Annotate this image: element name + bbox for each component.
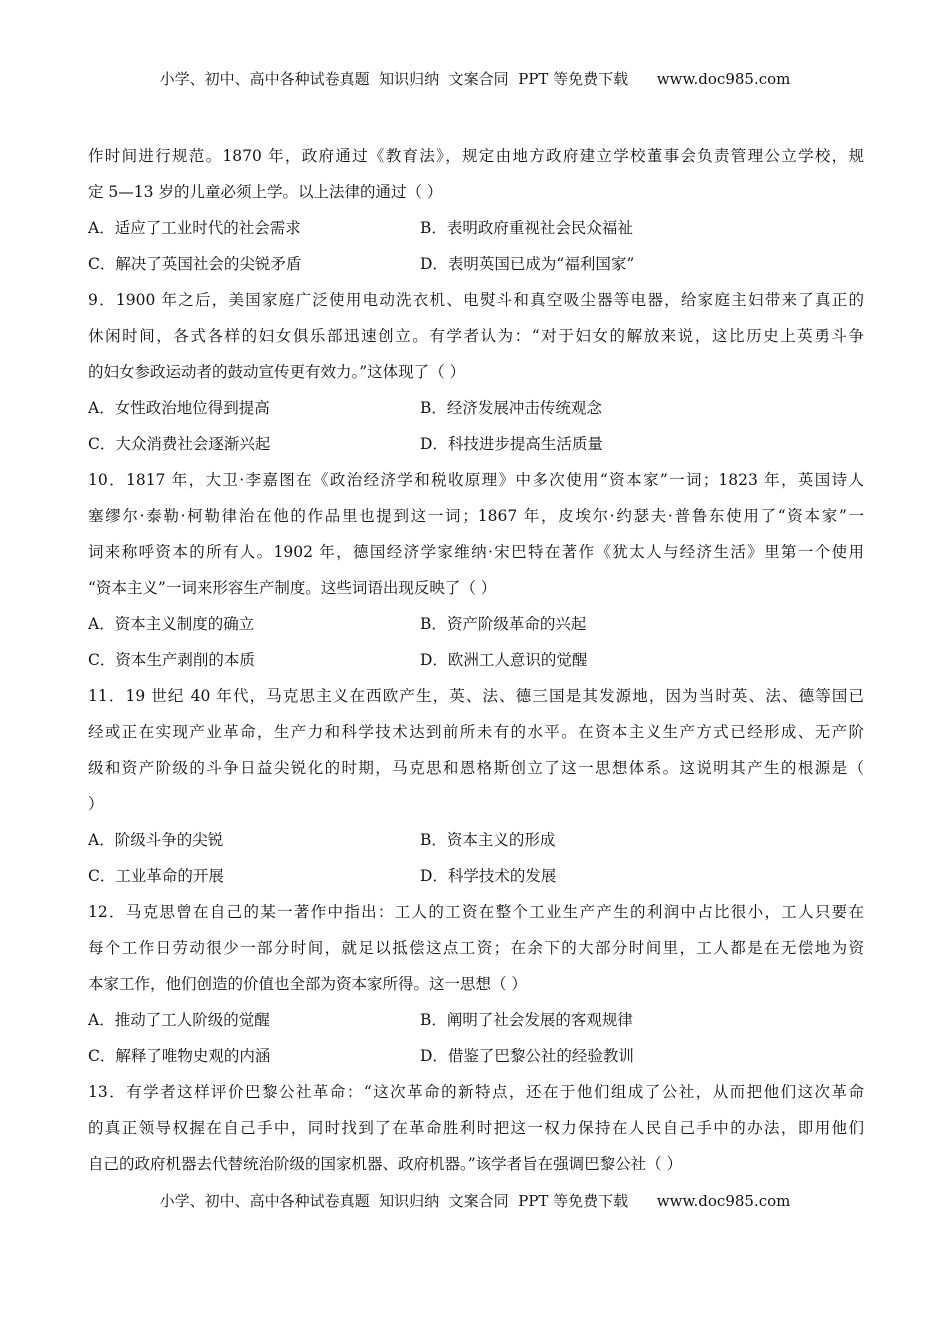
option-row [88,858,864,894]
option-a: A．适应了工业时代的社会需求 [88,219,301,237]
option-c: C．工业革命的开展 [88,867,224,885]
question-text-line: 9．1900 年之后，美国家庭广泛使用电动洗衣机、电熨斗和真空吸尘器等电器，给家庭主妇带来了真正的 [88,291,864,309]
question-text-line: 级和资产阶级的斗争日益尖锐化的时期，马克思和恩格斯创立了这一思想体系。这说明其产生的根源是（ [88,759,864,777]
question-text-line: 塞缪尔·泰勒·柯勒律治在他的作品里也提到这一词；1867 年，皮埃尔·约瑟夫·普鲁东使用了“资本家”一 [88,507,864,525]
option-row [88,210,864,246]
option-c: C．解释了唯物史观的内涵 [88,1047,271,1065]
option-a: A．资本主义制度的确立 [88,615,255,633]
question-content [88,138,864,1182]
option-b: B．表明政府重视社会民众福祉 [420,219,633,237]
question-text-line: 的妇女参政运动者的鼓动宣传更有效力。”这体现了（ ） [88,363,466,381]
option-row [88,390,864,426]
option-b: B．阐明了社会发展的客观规律 [420,1011,633,1029]
page-footer: 小学、初中、高中各种试卷真题 知识归纳 文案合同 PPT 等免费下载 www.doc985.com [159,1192,791,1210]
option-row [88,1038,864,1074]
question-text-line: 自己的政府机器去代替统治阶级的国家机器、政府机器。”该学者旨在强调巴黎公社（ ） [88,1155,683,1173]
question-text-line: ） [88,795,104,813]
question-text-line: 词来称呼资本的所有人。1902 年，德国经济学家维纳·宋巴特在著作《犹太人与经济生活》里第一个使用 [88,543,864,561]
option-d: D．科学技术的发展 [420,867,557,885]
question-text-line: 12．马克思曾在自己的某一著作中指出：工人的工资在整个工业生产产生的利润中占比很小，工人只要在 [88,903,864,921]
option-a: A．女性政治地位得到提高 [88,399,270,417]
question-text-line: 13．有学者这样评价巴黎公社革命：“这次革命的新特点，还在于他们组成了公社，从而把他们这次革命 [88,1083,864,1101]
option-b: B．资本主义的形成 [420,831,556,849]
question-10 [88,462,864,678]
option-c: C．大众消费社会逐渐兴起 [88,435,271,453]
question-text-line: 本家工作，他们创造的价值也全部为资本家所得。这一思想（ ） [88,975,527,993]
option-b: B．经济发展冲击传统观念 [420,399,602,417]
question-text-line: 11．19 世纪 40 年代，马克思主义在西欧产生，英、法、德三国是其发源地，因为当时英、法、德等国已 [88,687,864,705]
option-row [88,246,864,282]
option-row [88,606,864,642]
option-a: A．阶级斗争的尖锐 [88,831,224,849]
option-row [88,642,864,678]
option-d: D．欧洲工人意识的觉醒 [420,651,588,669]
question-text-line: 定 5—13 岁的儿童必须上学。以上法律的通过（ ） [88,183,443,201]
question-text-line: “资本主义”一词来形容生产制度。这些词语出现反映了（ ） [88,579,497,597]
option-b: B．资产阶级革命的兴起 [420,615,587,633]
option-row [88,1002,864,1038]
option-c: C．资本生产剥削的本质 [88,651,255,669]
option-d: D．科技进步提高生活质量 [420,435,603,453]
option-c: C．解决了英国社会的尖锐矛盾 [88,255,302,273]
question-13 [88,1074,864,1182]
question-text-line: 经或正在实现产业革命，生产力和科学技术达到前所未有的水平。在资本主义生产方式已经形成、无产阶 [88,723,864,741]
option-d: D．借鉴了巴黎公社的经验教训 [420,1047,634,1065]
option-a: A．推动了工人阶级的觉醒 [88,1011,270,1029]
page-header: 小学、初中、高中各种试卷真题 知识归纳 文案合同 PPT 等免费下载 www.doc985.com [159,70,791,88]
option-d: D．表明英国已成为“福利国家” [420,255,635,273]
option-row [88,822,864,858]
question-9 [88,282,864,462]
question-text-line: 每个工作日劳动很少一部分时间，就足以抵偿这点工资；在余下的大部分时间里，工人都是在无偿地为资 [88,939,864,957]
question-text-line: 作时间进行规范。1870 年，政府通过《教育法》，规定由地方政府建立学校董事会负责管理公立学校，规 [88,147,864,165]
question-11 [88,678,864,894]
option-row [88,426,864,462]
question-12 [88,894,864,1074]
question-text-line: 休闲时间，各式各样的妇女俱乐部迅速创立。有学者认为：“对于妇女的解放来说，这比历史上英勇斗争 [88,327,864,345]
question-8 [88,138,864,282]
question-text-line: 10．1817 年，大卫·李嘉图在《政治经济学和税收原理》中多次使用“资本家”一词；1823 年，英国诗人 [88,471,864,489]
question-text-line: 的真正领导权握在自己手中，同时找到了在革命胜利时把这一权力保持在人民自己手中的办法，即用他们 [88,1119,864,1137]
